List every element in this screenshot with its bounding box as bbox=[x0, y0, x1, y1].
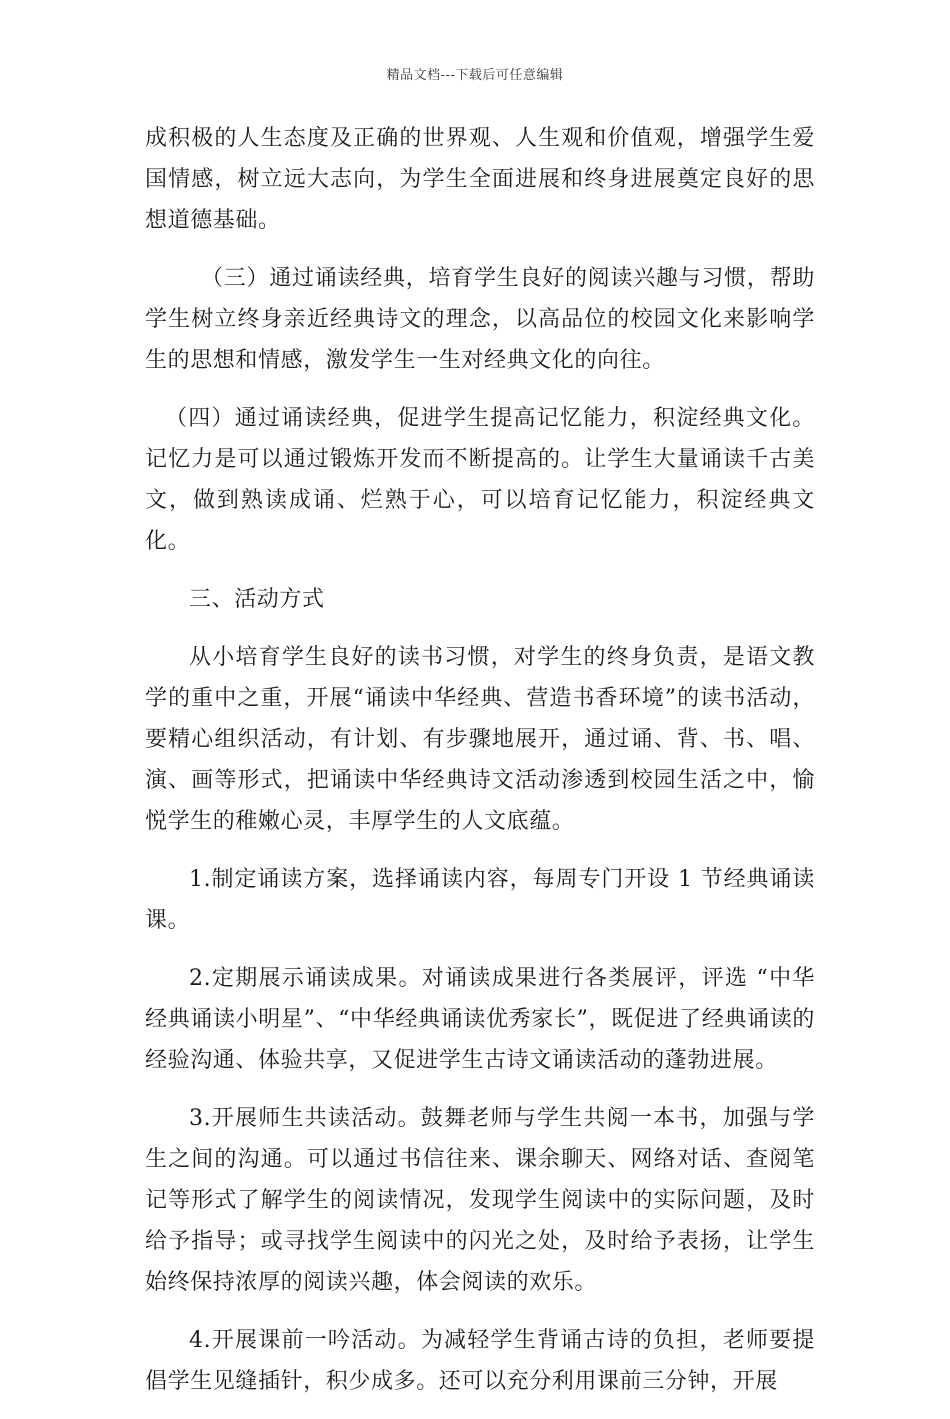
paragraph-continuation: 成积极的人生态度及正确的世界观、人生观和价值观，增强学生爱国情感，树立远大志向，为学生全面进展和终身进展奠定良好的思想道德基础。 bbox=[145, 126, 815, 233]
list-item-3: 3.开展师生共读活动。鼓舞老师与学生共阅一本书，加强与学生之间的沟通。可以通过书信往来、课余聊天、网络对话、查阅笔记等形式了解学生的阅读情况，发现学生阅读中的实际问题，及时给予指导；或寻找学生阅读中的闪光之处，及时给予表扬，让学生始终保持浓厚的阅读兴趣，体会阅读的欢乐。 bbox=[145, 1106, 815, 1295]
list-item-4: 4.开展课前一吟活动。为减轻学生背诵古诗的负担，老师要提倡学生见缝插针，积少成多。还可以充分利用课前三分钟，开展 bbox=[145, 1328, 815, 1394]
paragraph-goal-4: （四）通过诵读经典，促进学生提高记忆能力，积淀经典文化。记忆力是可以通过锻炼开发而不断提高的。让学生大量诵读千古美文，做到熟读成诵、烂熟于心，可以培育记忆能力，积淀经典文化。 bbox=[145, 406, 815, 554]
paragraph-goal-3: （三）通过诵读经典，培育学生良好的阅读兴趣与习惯，帮助学生树立终身亲近经典诗文的理念，以高品位的校园文化来影响学生的思想和情感，激发学生一生对经典文化的向往。 bbox=[145, 266, 815, 373]
page-header: 精品文档---下载后可任意编辑 bbox=[386, 68, 564, 83]
list-item-1: 1.制定诵读方案，选择诵读内容，每周专门开设 1 节经典诵读课。 bbox=[145, 867, 815, 933]
section-heading-activities: 三、活动方式 bbox=[189, 587, 325, 612]
list-item-2: 2.定期展示诵读成果。对诵读成果进行各类展评，评选 “中华经典诵读小明星”、“中华经典诵读优秀家长”，既促进了经典诵读的经验沟通、体验共享，又促进学生古诗文诵读活动的蓬勃进展。 bbox=[145, 966, 815, 1073]
document-body bbox=[145, 118, 815, 1419]
paragraph-activities-intro: 从小培育学生良好的读书习惯，对学生的终身负责，是语文教学的重中之重，开展“诵读中华经典、营造书香环境”的读书活动，要精心组织活动，有计划、有步骤地展开，通过诵、背、书、唱、演、画等形式，把诵读中华经典诗文活动渗透到校园生活之中，愉悦学生的稚嫩心灵，丰厚学生的人文底蕴。 bbox=[145, 645, 815, 834]
